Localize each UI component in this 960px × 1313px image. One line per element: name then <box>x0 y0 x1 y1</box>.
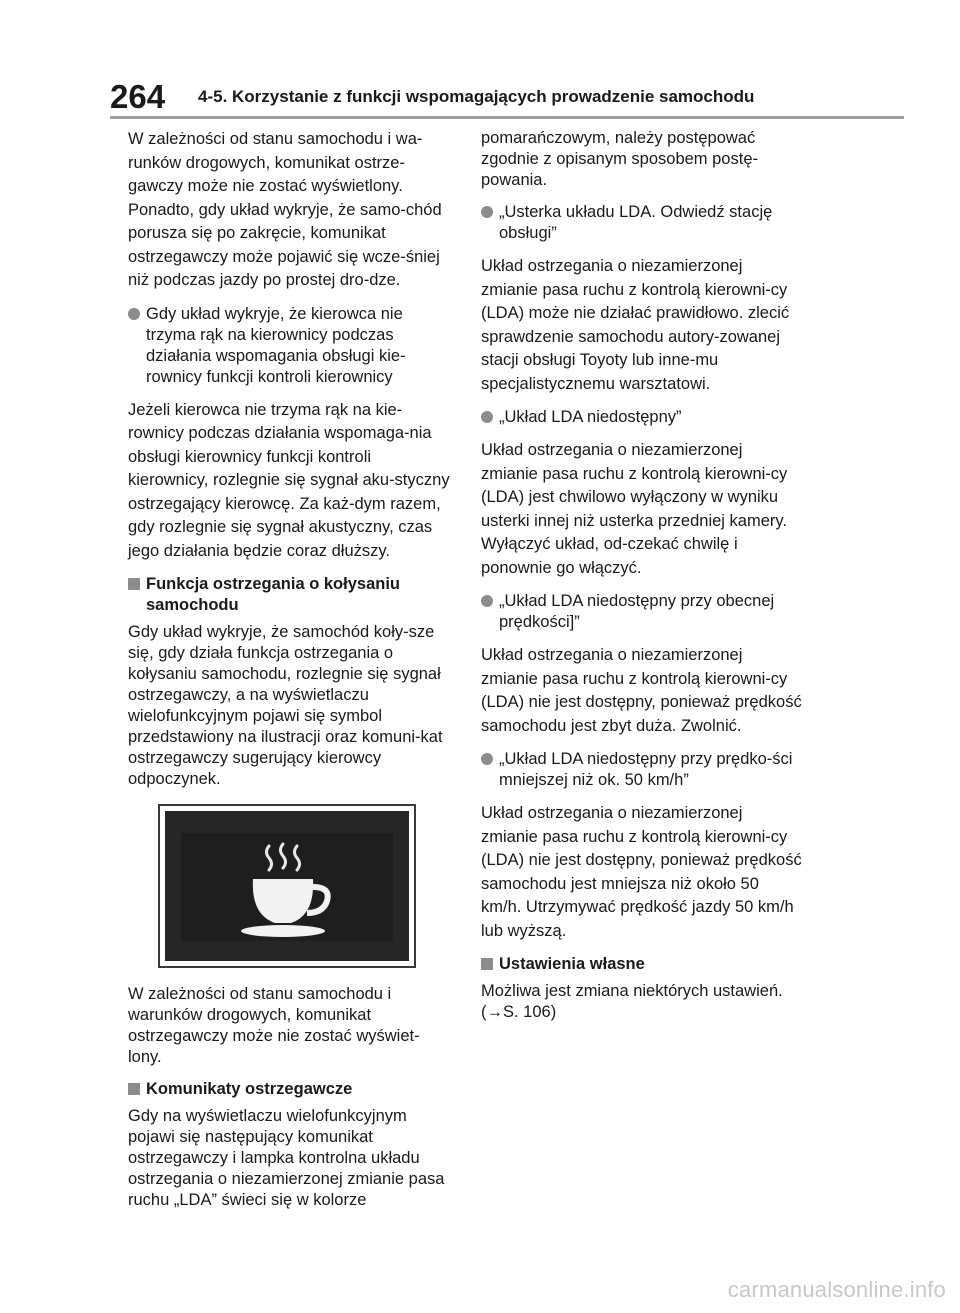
subheading-text: Komunikaty ostrzegawcze <box>146 1080 353 1098</box>
bullet-dot-icon <box>481 595 493 607</box>
paragraph: Gdy na wyświetlaczu wielofunkcyjnym pojawi się następujący komunikat ostrzegawczy i lampka kontrolna układu ostrzegania o niezamierzonej zmianie pasa ruchu „LDA” świeci się w kolorze <box>128 1107 445 1209</box>
bullet-dot-icon <box>481 753 493 765</box>
bullet-item <box>481 749 803 791</box>
bullet-dot-icon <box>128 308 140 320</box>
page-header <box>110 78 900 118</box>
display-screen <box>165 811 409 961</box>
coffee-cup-illustration <box>158 804 416 968</box>
paragraph: Możliwa jest zmiana niektórych ustawień. (→S. 106) <box>481 982 783 1021</box>
bullet-text: „Układ LDA niedostępny” <box>499 408 682 426</box>
paragraph: pomarańczowym, należy postępować zgodnie z opisanym sposobem postę-powania. <box>481 129 758 189</box>
subheading <box>481 954 803 975</box>
paragraph: W zależności od stanu samochodu i wa-runków drogowych, komunikat ostrze-gawczy może nie zostać wyświetlony. Ponadto, gdy układ wykryje, że samo-chód porusza się po zakręcie, komunikat ostrzegawczy może pojawić się wcze-śniej niż podczas jazdy po prostej dro-dze. <box>128 130 442 289</box>
subheading <box>128 574 450 616</box>
paragraph: Jeżeli kierowca nie trzyma rąk na kie-rownicy podczas działania wspomaga-nia obsługi kierownicy funkcji kontroli kierownicy, rozlegnie się sygnał aku-styczny ostrzegający kierowcę. Za każ-dym razem, gdy rozlegnie się sygnał akustyczny, czas jego działania będzie coraz dłuższy. <box>128 400 450 560</box>
paragraph: Układ ostrzegania o niezamierzonej zmianie pasa ruchu z kontrolą kierowni-cy (LDA) nie jest dostępny, ponieważ prędkość samochodu jest mniejsza niż około 50 km/h. Utrzymywać prędkość jazdy 50 km/h lub wyższą. <box>481 804 802 940</box>
header-rule <box>110 116 904 119</box>
square-bullet-icon <box>481 958 493 970</box>
paragraph: W zależności od stanu samochodu i warunków drogowych, komunikat ostrzegawczy może nie zostać wyświet-lony. <box>128 985 420 1066</box>
paragraph: Układ ostrzegania o niezamierzonej zmianie pasa ruchu z kontrolą kierowni-cy (LDA) nie jest dostępny, ponieważ prędkość samochodu jest zbyt duża. Zwolnić. <box>481 646 802 735</box>
bullet-item <box>481 407 803 428</box>
bullet-item <box>481 591 803 633</box>
bullet-text: „Układ LDA niedostępny przy prędko-ści mniejszej niż ok. 50 km/h” <box>499 750 793 789</box>
subheading-text: Funkcja ostrzegania o kołysaniu samochodu <box>146 575 400 614</box>
coffee-cup-icon <box>165 811 409 961</box>
bullet-item <box>128 304 450 388</box>
bullet-item <box>481 202 803 244</box>
bullet-text: Gdy układ wykryje, że kierowca nie trzyma rąk na kierownicy podczas działania wspomagania obsługi kie-rownicy funkcji kontroli kierownicy <box>146 304 406 386</box>
paragraph: Układ ostrzegania o niezamierzonej zmianie pasa ruchu z kontrolą kierowni-cy (LDA) może nie działać prawidłowo. zlecić sprawdzenie samochodu autory-zowanej stacji obsługi Toyoty lub inne-mu specjalistycznemu warsztatowi. <box>481 257 790 393</box>
paragraph: Układ ostrzegania o niezamierzonej zmianie pasa ruchu z kontrolą kierowni-cy (LDA) jest chwilowo wyłączony w wyniku usterki innej niż usterka przedniej kamery. Wyłączyć układ, od-czekać chwilę i ponownie go włączyć. <box>481 441 788 577</box>
square-bullet-icon <box>128 1083 140 1095</box>
subheading-text: Ustawienia własne <box>499 955 645 973</box>
left-column <box>128 128 450 1222</box>
page-number: 264 <box>110 78 166 115</box>
right-column <box>481 128 803 1034</box>
bullet-dot-icon <box>481 411 493 423</box>
square-bullet-icon <box>128 578 140 590</box>
paragraph: Gdy układ wykryje, że samochód koły-sze się, gdy działa funkcja ostrzegania o kołysaniu samochodu, rozlegnie się sygnał ostrzegawczy, a na wyświetlaczu wielofunkcyjnym pojawi się symbol przedstawiony na ilustracji oraz komuni-kat ostrzegawczy sugerujący kierowcy odpoczynek. <box>128 623 443 788</box>
subheading <box>128 1079 450 1100</box>
bullet-text: „Układ LDA niedostępny przy obecnej prędkości]” <box>499 592 775 631</box>
bullet-dot-icon <box>481 206 493 218</box>
bullet-text: „Usterka układu LDA. Odwiedź stację obsługi” <box>499 203 773 242</box>
section-title: 4-5. Korzystanie z funkcji wspomagających prowadzenie samochodu <box>198 87 755 106</box>
watermark: carmanualsonline.info <box>727 1277 946 1302</box>
